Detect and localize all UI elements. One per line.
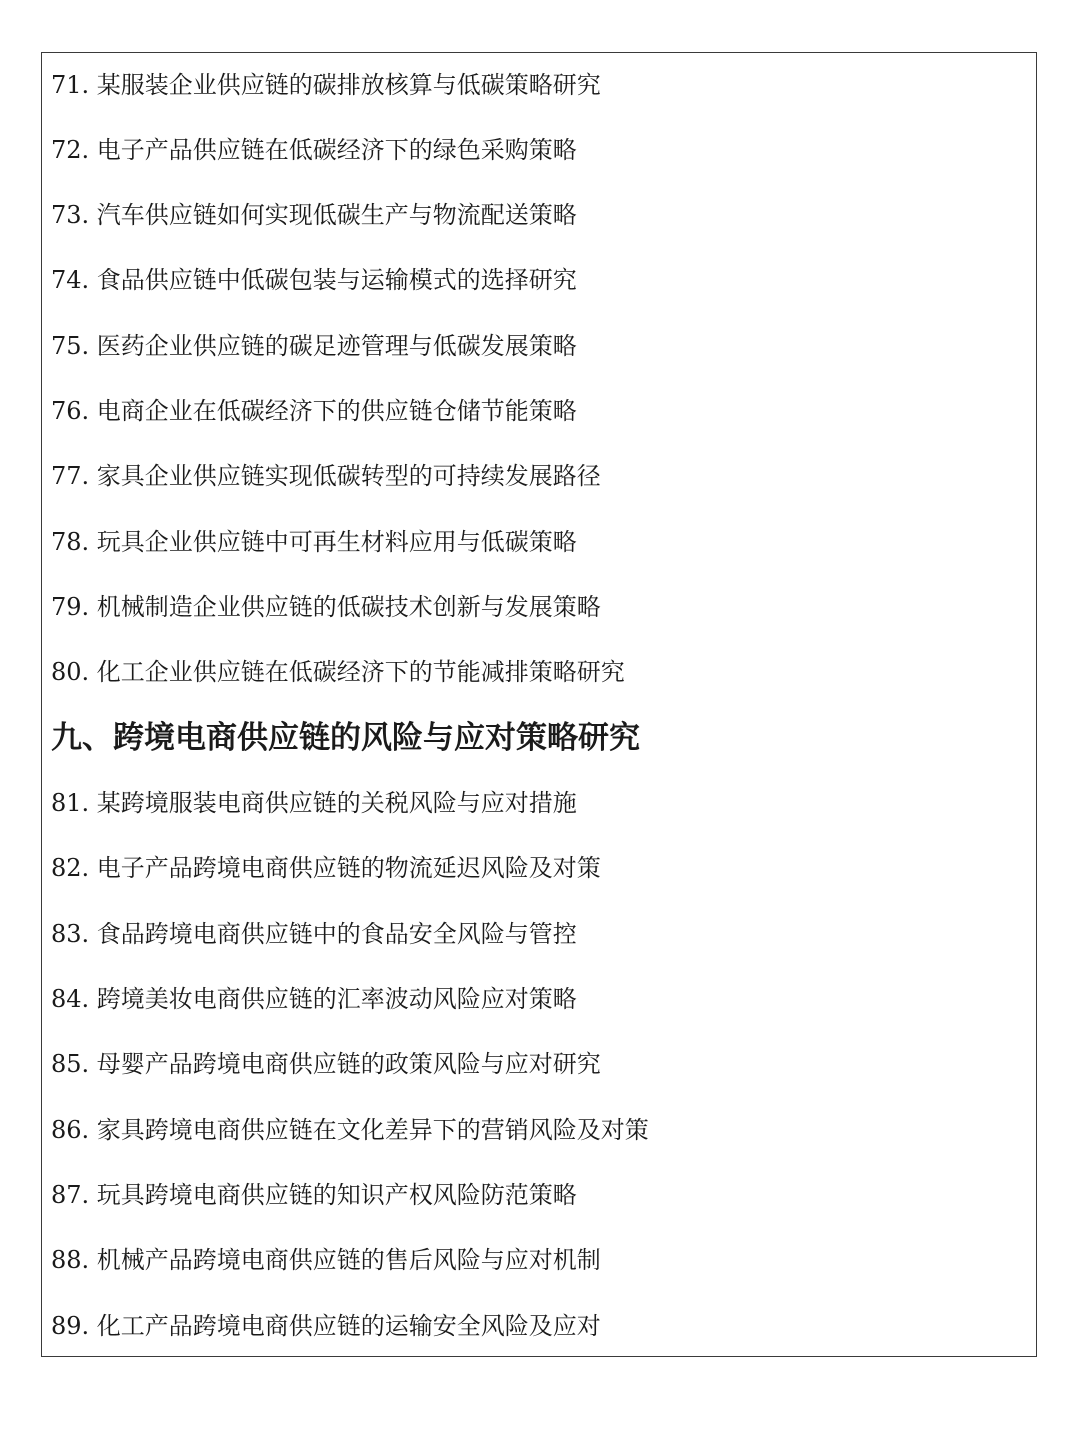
list-item-80: 80. 化工企业供应链在低碳经济下的节能减排策略研究	[51, 658, 625, 686]
list-item-88: 88. 机械产品跨境电商供应链的售后风险与应对机制	[51, 1246, 601, 1274]
list-item-75: 75. 医药企业供应链的碳足迹管理与低碳发展策略	[51, 332, 577, 360]
list-item-87: 87. 玩具跨境电商供应链的知识产权风险防范策略	[51, 1181, 577, 1209]
list-item-77: 77. 家具企业供应链实现低碳转型的可持续发展路径	[51, 462, 601, 490]
list-item-74: 74. 食品供应链中低碳包装与运输模式的选择研究	[51, 266, 577, 294]
list-item-83: 83. 食品跨境电商供应链中的食品安全风险与管控	[51, 920, 577, 948]
list-item-86: 86. 家具跨境电商供应链在文化差异下的营销风险及对策	[51, 1116, 649, 1144]
list-item-84: 84. 跨境美妆电商供应链的汇率波动风险应对策略	[51, 985, 577, 1013]
list-item-81: 81. 某跨境服装电商供应链的关税风险与应对措施	[51, 789, 577, 817]
list-item-89: 89. 化工产品跨境电商供应链的运输安全风险及应对	[51, 1312, 601, 1340]
list-item-76: 76. 电商企业在低碳经济下的供应链仓储节能策略	[51, 397, 577, 425]
list-item-73: 73. 汽车供应链如何实现低碳生产与物流配送策略	[51, 201, 577, 229]
list-item-78: 78. 玩具企业供应链中可再生材料应用与低碳策略	[51, 528, 577, 556]
list-item-85: 85. 母婴产品跨境电商供应链的政策风险与应对研究	[51, 1050, 601, 1078]
list-item-82: 82. 电子产品跨境电商供应链的物流延迟风险及对策	[51, 854, 601, 882]
list-item-79: 79. 机械制造企业供应链的低碳技术创新与发展策略	[51, 593, 601, 621]
list-item-72: 72. 电子产品供应链在低碳经济下的绿色采购策略	[51, 136, 577, 164]
section-heading: 九、跨境电商供应链的风险与应对策略研究	[51, 720, 640, 756]
list-item-71: 71. 某服装企业供应链的碳排放核算与低碳策略研究	[51, 71, 601, 99]
page-border	[41, 52, 1037, 1357]
